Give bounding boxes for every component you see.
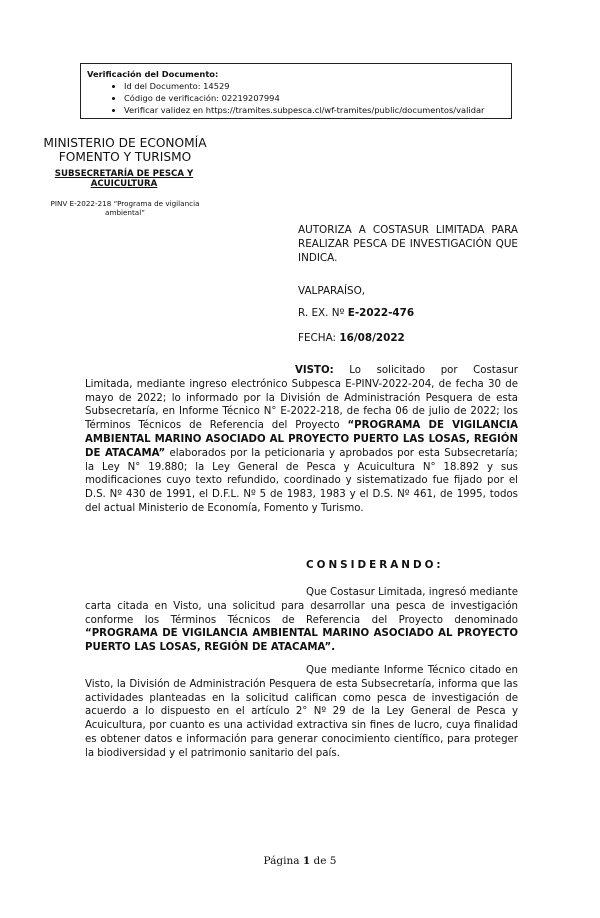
p1-program-name: “PROGRAMA DE VIGILANCIA AMBIENTAL MARINO ASOCIADO AL PROYECTO PUERTO LAS LOSAS, REGIÓN DE ATACAMA”.	[85, 628, 518, 654]
verification-list	[87, 80, 511, 116]
fecha-label: FECHA:	[298, 332, 337, 344]
resolution-city: VALPARAÍSO,	[298, 285, 366, 297]
resolution-date	[298, 331, 518, 345]
page-total: 5	[329, 855, 337, 867]
page-current: 1	[302, 855, 311, 867]
considerando-heading: CONSIDERANDO:	[306, 559, 444, 571]
considerando-paragraph-2	[85, 664, 518, 761]
visto-program-name: “PROGRAMA DE VIGILANCIA AMBIENTAL MARINO ASOCIADO AL PROYECTO PUERTO LAS LOSAS, REGIÓN DE ATACAMA”	[85, 420, 518, 459]
rex-label: R. EX. Nº	[298, 307, 345, 319]
visto-paragraph	[85, 364, 518, 516]
verification-title: Verificación del Documento:	[87, 69, 219, 79]
verification-box	[80, 63, 512, 119]
ministry-line1: MINISTERIO DE ECONOMÍA	[43, 136, 207, 150]
visto-text-before: Lo solicitado por Costasur Limitada, mediante ingreso electrónico Subpesca E-PINV-2022-204, de fecha 30 de mayo de 2022; lo informado por la División de Administración Pesquera de esta Subsecretaría, en Informe Técnico N° E-2022-218, de fecha 06 de julio de 2022; los Términos Técnicos de Referencia del Proyecto	[85, 365, 518, 432]
verification-id: • Id del Documento: 14529	[124, 80, 511, 92]
resolution-number	[298, 306, 518, 320]
considerando-paragraph-1	[85, 586, 518, 655]
visto-label: VISTO:	[295, 365, 334, 376]
ministry-line2: FOMENTO Y TURISMO	[58, 150, 192, 164]
p1-text: Que Costasur Limitada, ingresó mediante carta citada en Visto, una solicitud para desarrollar una pesca de investigación conforme los Términos Técnicos de Referencia del Proyecto denominado	[85, 587, 518, 626]
page-label: Página	[263, 855, 300, 867]
page-footer	[0, 855, 600, 867]
verification-url[interactable]: • Verificar validez en https://tramites.subpesca.cl/wf-tramites/public/documentos/validar	[124, 104, 511, 116]
subsecretaria-name: SUBSECRETARÍA DE PESCA Y ACUICULTURA	[54, 169, 194, 189]
visto-text-after: elaborados por la peticionaria y aprobados por esta Subsecretaría; la Ley N° 19.880; la Ley General de Pesca y Acuicultura N° 18.892 y sus modificaciones cuyo texto refundido, coordinado y sistematizado fue fijado por el D.S. Nº 430 de 1991, el D.F.L. Nº 5 de 1983, 1983 y el D.S. Nº 461, de 1995, todos del actual Ministerio de Economía, Fomento y Turismo.	[85, 447, 518, 514]
pinv-reference: PINV E-2022-218 “Programa de vigilancia ambiental”	[50, 199, 200, 217]
fecha-value: 16/08/2022	[339, 332, 405, 344]
resolution-title: AUTORIZA A COSTASUR LIMITADA PARA REALIZAR PESCA DE INVESTIGACIÓN QUE INDICA.	[298, 224, 518, 264]
ministry-name	[30, 136, 220, 164]
verification-code: • Código de verificación: 02219207994	[124, 92, 511, 104]
p2-text: Que mediante Informe Técnico citado en Visto, la División de Administración Pesquera de esta Subsecretaría, informa que las actividades planteadas en la solicitud califican como pesca de investigación de acuerdo a lo dispuesto en el artículo 2° Nº 29 de la Ley General de Pesca y Acuicultura, por cuanto es una actividad extractiva sin fines de lucro, cuya finalidad es obtener datos e información para generar conocimiento científico, para proteger la biodiversidad y el patrimonio sanitario del país.	[85, 665, 518, 759]
rex-number: E-2022-476	[347, 307, 415, 319]
page-of: de	[313, 855, 327, 867]
